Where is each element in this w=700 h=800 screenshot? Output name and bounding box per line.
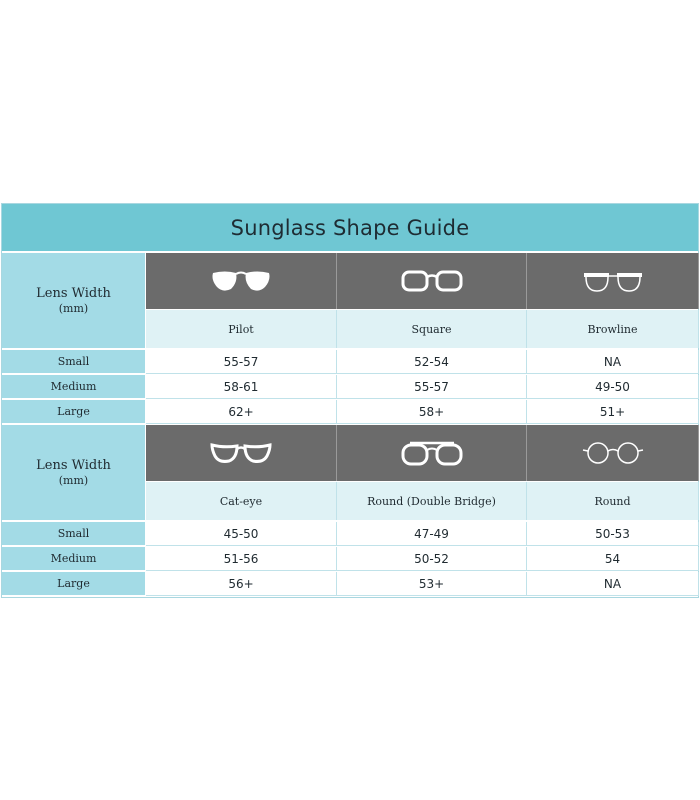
size-label: Large [2, 572, 145, 596]
table-cell: 55-57 [337, 375, 527, 399]
size-label: Medium [2, 547, 145, 571]
table-cell: 50-53 [527, 522, 699, 546]
table-row [2, 572, 698, 596]
pilot-glasses-icon [209, 268, 273, 294]
table-cell: 49-50 [527, 375, 699, 399]
double-bridge-image-cell [337, 425, 527, 481]
table-row [2, 375, 698, 399]
sunglass-shape-guide-table [1, 203, 699, 598]
table-cell: 55-57 [146, 350, 337, 374]
square-glasses-icon [400, 268, 464, 294]
table-cell: 51-56 [146, 547, 337, 571]
title-bar [2, 204, 698, 251]
lens-width-unit: (mm) [58, 474, 89, 487]
shape-name-round: Round [527, 482, 699, 520]
browline-glasses-icon [581, 268, 645, 294]
pilot-image-cell [146, 253, 337, 309]
lens-width-label: Lens Width [36, 458, 111, 473]
shape-name-browline: Browline [527, 310, 699, 348]
table-cell: 58+ [337, 400, 527, 424]
table-row [2, 547, 698, 571]
cat-eye-image-cell [146, 425, 337, 481]
browline-image-cell [527, 253, 699, 309]
lens-width-label: Lens Width [36, 286, 111, 301]
cat-eye-glasses-icon [209, 440, 273, 466]
shape-name-pilot: Pilot [146, 310, 337, 348]
table-cell: 47-49 [337, 522, 527, 546]
size-label: Small [2, 522, 145, 546]
lens-width-header [2, 425, 146, 520]
guide-title: Sunglass Shape Guide [230, 215, 470, 240]
table-cell: 58-61 [146, 375, 337, 399]
square-image-cell [337, 253, 527, 309]
round-glasses-icon [581, 440, 645, 466]
shape-name-round-double-bridge: Round (Double Bridge) [337, 482, 527, 520]
double-bridge-glasses-icon [400, 439, 464, 467]
lens-width-header [2, 253, 146, 348]
table-cell: 50-52 [337, 547, 527, 571]
size-label: Small [2, 350, 145, 374]
table-cell: 53+ [337, 572, 527, 596]
table-cell: 62+ [146, 400, 337, 424]
lens-width-unit: (mm) [58, 302, 89, 315]
table-cell: 51+ [527, 400, 699, 424]
table-cell: 56+ [146, 572, 337, 596]
table-row [2, 350, 698, 374]
shape-name-square: Square [337, 310, 527, 348]
table-cell: 52-54 [337, 350, 527, 374]
table-cell: NA [527, 572, 699, 596]
table-cell: 54 [527, 547, 699, 571]
size-label: Medium [2, 375, 145, 399]
size-label: Large [2, 400, 145, 424]
shape-name-cat-eye: Cat-eye [146, 482, 337, 520]
table-cell: NA [527, 350, 699, 374]
table-row [2, 400, 698, 424]
table-cell: 45-50 [146, 522, 337, 546]
table-row [2, 522, 698, 546]
round-image-cell [527, 425, 699, 481]
